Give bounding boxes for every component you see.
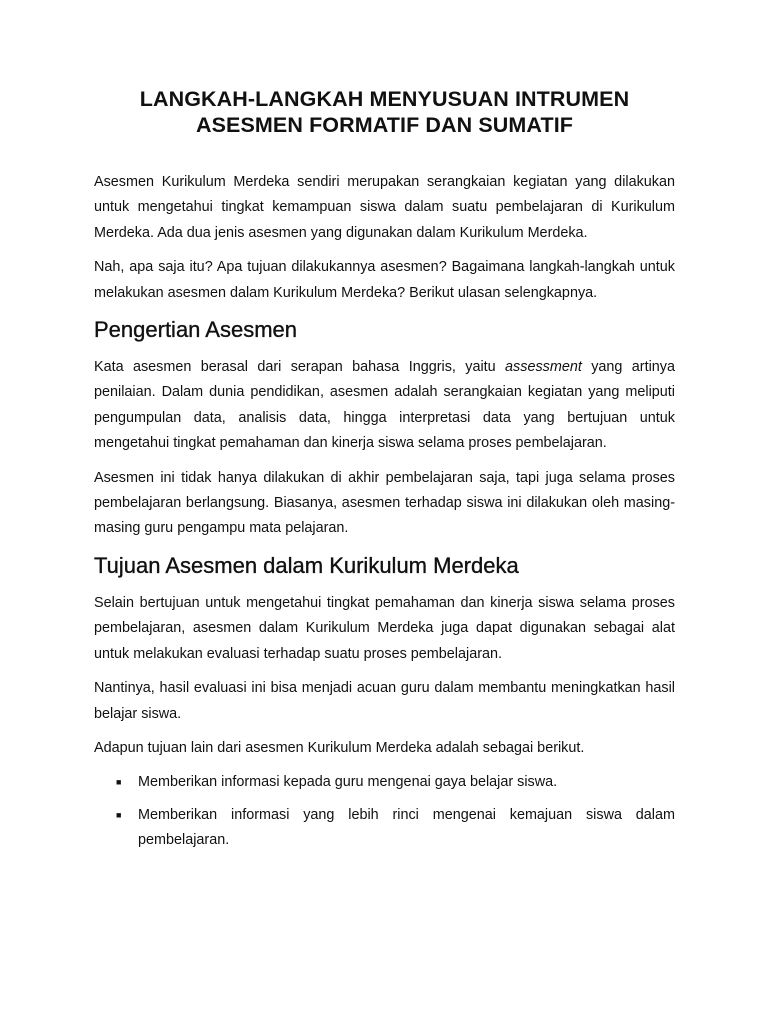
- section1-paragraph-1: [94, 355, 675, 457]
- section1-p1-text-before: Kata asesmen berasal dari serapan bahasa Inggris, yaitu: [94, 359, 506, 376]
- document-title: [94, 86, 675, 138]
- list-item: [116, 803, 675, 854]
- intro-paragraph-1: Asesmen Kurikulum Merdeka sendiri merupakan serangkaian kegiatan yang dilakukan untuk mengetahui tingkat kemampuan siswa dalam suatu pembelajaran di Kurikulum Merdeka. Ada dua jenis asesmen yang digunakan dalam Kurikulum Merdeka.: [94, 174, 675, 241]
- document-title-line-1: LANGKAH-LANGKAH MENYUSUAN INTRUMEN: [139, 87, 630, 111]
- section1-p1-italic-term: assessment: [505, 359, 582, 376]
- section2-paragraph-2: Nantinya, hasil evaluasi ini bisa menjadi acuan guru dalam membantu meningkatkan hasil belajar siswa.: [94, 680, 675, 722]
- tujuan-bullet-list: [94, 770, 675, 853]
- section1-paragraph-2: Asesmen ini tidak hanya dilakukan di akhir pembelajaran saja, tapi juga selama proses pembelajaran berlangsung. Biasanya, asesmen terhadap siswa ini dilakukan oleh masing-masing guru pengampu mata pelajaran.: [94, 469, 675, 537]
- intro-paragraph-2: Nah, apa saja itu? Apa tujuan dilakukannya asesmen? Bagaimana langkah-langkah untuk melakukan asesmen dalam Kurikulum Merdeka? Berikut ulasan selengkapnya.: [94, 259, 675, 301]
- list-item-text: Memberikan informasi yang lebih rinci mengenai kemajuan siswa dalam pembelajaran.: [138, 806, 675, 849]
- list-item: [116, 770, 675, 795]
- square-bullet-icon: ■: [116, 777, 122, 788]
- section1-p1-text-after: yang artinya penilaian. Dalam dunia pendidikan, asesmen adalah serangkaian kegiatan yang meliputi pengumpulan data, analisis data, hingga interpretasi data yang bertujuan untuk mengetahui tingkat pemahaman dan kinerja siswa selama proses pembelajaran.: [94, 359, 675, 452]
- section-heading-tujuan: Tujuan Asesmen dalam Kurikulum Merdeka: [94, 552, 519, 578]
- document-title-line-2: ASESMEN FORMATIF DAN SUMATIF: [195, 113, 574, 137]
- section2-paragraph-1: Selain bertujuan untuk mengetahui tingkat pemahaman dan kinerja siswa selama proses pembelajaran, asesmen dalam Kurikulum Merdeka juga dapat digunakan sebagai alat untuk melakukan evaluasi terhadap suatu proses pembelajaran.: [94, 594, 675, 662]
- list-item-text: Memberikan informasi kepada guru mengenai gaya belajar siswa.: [138, 774, 558, 791]
- section-heading-pengertian: Pengertian Asesmen: [94, 317, 298, 343]
- square-bullet-icon: ■: [116, 809, 122, 820]
- section2-paragraph-3: Adapun tujuan lain dari asesmen Kurikulum Merdeka adalah sebagai berikut.: [94, 739, 585, 756]
